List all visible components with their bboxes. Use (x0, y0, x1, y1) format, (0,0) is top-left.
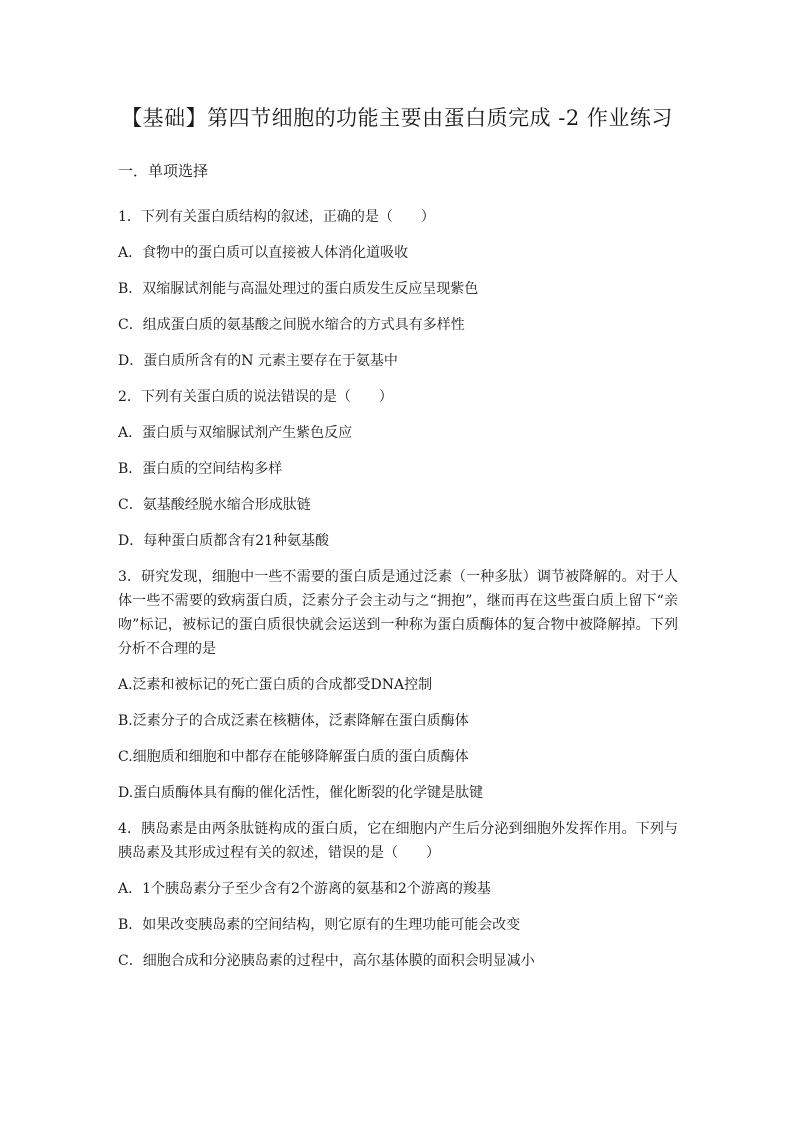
question-1-stem: 1．下列有关蛋白质结构的叙述，正确的是（ ） (118, 209, 435, 225)
question-4-option-a: A．1个胰岛素分子至少含有2个游离的氨基和2个游离的羧基 (118, 881, 491, 897)
question-2-option-d: D．每种蛋白质都含有21种氨基酸 (118, 533, 330, 549)
question-4-stem: 4．胰岛素是由两条肽链构成的蛋白质，它在细胞内产生后分泌到细胞外发挥作用。下列与胰岛素及其形成过程有关的叙述，错误的是（ ） (118, 821, 678, 861)
question-2-stem: 2．下列有关蛋白质的说法错误的是（ ） (118, 389, 393, 405)
question-1-option-c: C．组成蛋白质的氨基酸之间脱水缩合的方式具有多样性 (118, 317, 465, 333)
question-4-option-c: C．细胞合成和分泌胰岛素的过程中，高尔基体膜的面积会明显减小 (118, 953, 535, 969)
question-3-option-a: A.泛素和被标记的死亡蛋白质的合成都受DNA控制 (118, 677, 433, 693)
question-3-option-d: D.蛋白质酶体具有酶的催化活性，催化断裂的化学键是肽键 (118, 785, 484, 801)
section-heading: 一．单项选择 (118, 162, 209, 180)
question-2-option-a: A．蛋白质与双缩脲试剂产生紫色反应 (118, 425, 353, 441)
question-3-option-b: B.泛素分子的合成泛素在核糖体，泛素降解在蛋白质酶体 (118, 713, 469, 729)
document-title: 【基础】第四节细胞的功能主要由蛋白质完成 -2 作业练习 (121, 106, 673, 130)
question-3-stem: 3．研究发现，细胞中一些不需要的蛋白质是通过泛素（一种多肽）调节被降解的。对于人体一些不需要的致病蛋白质，泛素分子会主动与之“拥抱”，继而再在这些蛋白质上留下“亲吻”标记，被标记的蛋白质很快就会运送到一种称为蛋白质酶体的复合物中被降解掉。下列分析不合理的是 (118, 569, 678, 657)
question-1-option-b: B．双缩脲试剂能与高温处理过的蛋白质发生反应呈现紫色 (118, 281, 479, 297)
question-2-option-b: B．蛋白质的空间结构多样 (118, 461, 283, 477)
question-list (118, 205, 678, 985)
question-4-option-b: B．如果改变胰岛素的空间结构，则它原有的生理功能可能会改变 (118, 917, 521, 933)
question-3-option-c: C.细胞质和细胞和中都存在能够降解蛋白质的蛋白质酶体 (118, 749, 469, 765)
question-2-option-c: C．氨基酸经脱水缩合形成肽链 (118, 497, 311, 513)
question-1-option-a: A．食物中的蛋白质可以直接被人体消化道吸收 (118, 245, 409, 261)
question-1-option-d: D．蛋白质所含有的N 元素主要存在于氨基中 (118, 353, 398, 369)
